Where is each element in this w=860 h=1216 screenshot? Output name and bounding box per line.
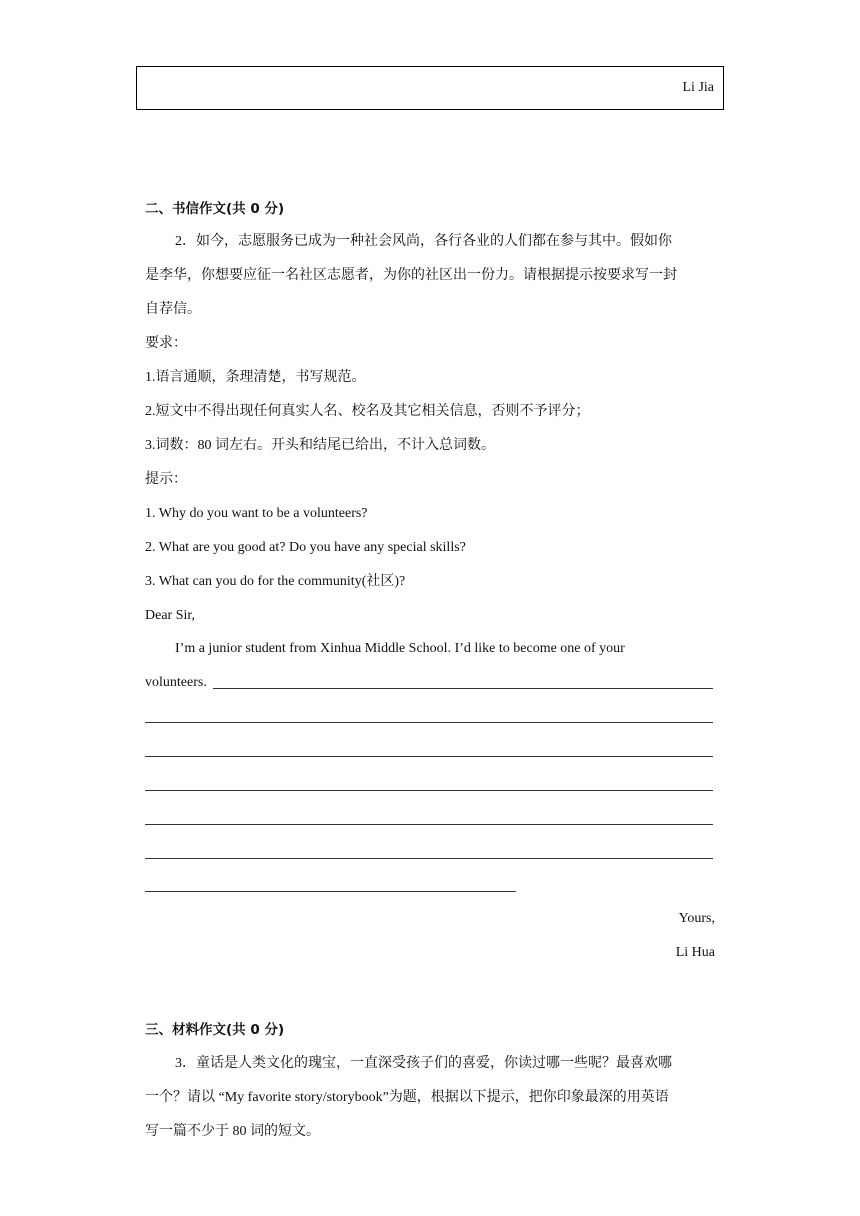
- requirement-3: 3.词数：80 词左右。开头和结尾已给出，不计入总词数。: [145, 438, 495, 453]
- writing-line[interactable]: [213, 688, 713, 689]
- letter-salutation: Dear Sir,: [145, 608, 195, 623]
- hint-3: 3. What can you do for the community(社区)?: [145, 574, 406, 589]
- question2-line2: 是李华，你想要应征一名社区志愿者，为你的社区出一份力。请根据提示按要求写一封: [145, 268, 677, 283]
- hint-1: 1. Why do you want to be a volunteers?: [145, 506, 368, 521]
- letter-signature: Li Hua: [675, 945, 715, 960]
- answer-box: [136, 66, 724, 110]
- requirements-label: 要求：: [145, 336, 187, 351]
- writing-line[interactable]: [145, 891, 516, 892]
- box-signature: Li Jia: [682, 80, 714, 95]
- letter-opening-continued: volunteers.: [145, 675, 207, 690]
- hints-label: 提示：: [145, 472, 187, 487]
- hint-2: 2. What are you good at? Do you have any special skills?: [145, 540, 466, 555]
- writing-line[interactable]: [145, 858, 713, 859]
- section2-heading: 二、书信作文(共 0 分): [145, 201, 285, 217]
- question3-line1: 3．童话是人类文化的瑰宝，一直深受孩子们的喜爱，你读过哪一些呢？最喜欢哪: [175, 1056, 672, 1071]
- writing-line[interactable]: [145, 722, 713, 723]
- letter-opening: I’m a junior student from Xinhua Middle School. I’d like to become one of your: [175, 641, 625, 656]
- writing-line[interactable]: [145, 790, 713, 791]
- question3-line3: 写一篇不少于 80 词的短文。: [145, 1124, 320, 1139]
- requirement-2: 2.短文中不得出现任何真实人名、校名及其它相关信息，否则不予评分；: [145, 404, 590, 419]
- writing-line[interactable]: [145, 824, 713, 825]
- section3-heading: 三、材料作文(共 0 分): [145, 1022, 285, 1038]
- question2-line3: 自荐信。: [145, 302, 201, 317]
- requirement-1: 1.语言通顺，条理清楚，书写规范。: [145, 370, 366, 385]
- question2-line1: 2．如今，志愿服务已成为一种社会风尚，各行各业的人们都在参与其中。假如你: [175, 234, 672, 249]
- letter-closing: Yours,: [678, 911, 715, 926]
- writing-line[interactable]: [145, 756, 713, 757]
- question3-line2: 一个？请以 “My favorite story/storybook”为题，根据以下提示，把你印象最深的用英语: [145, 1090, 669, 1105]
